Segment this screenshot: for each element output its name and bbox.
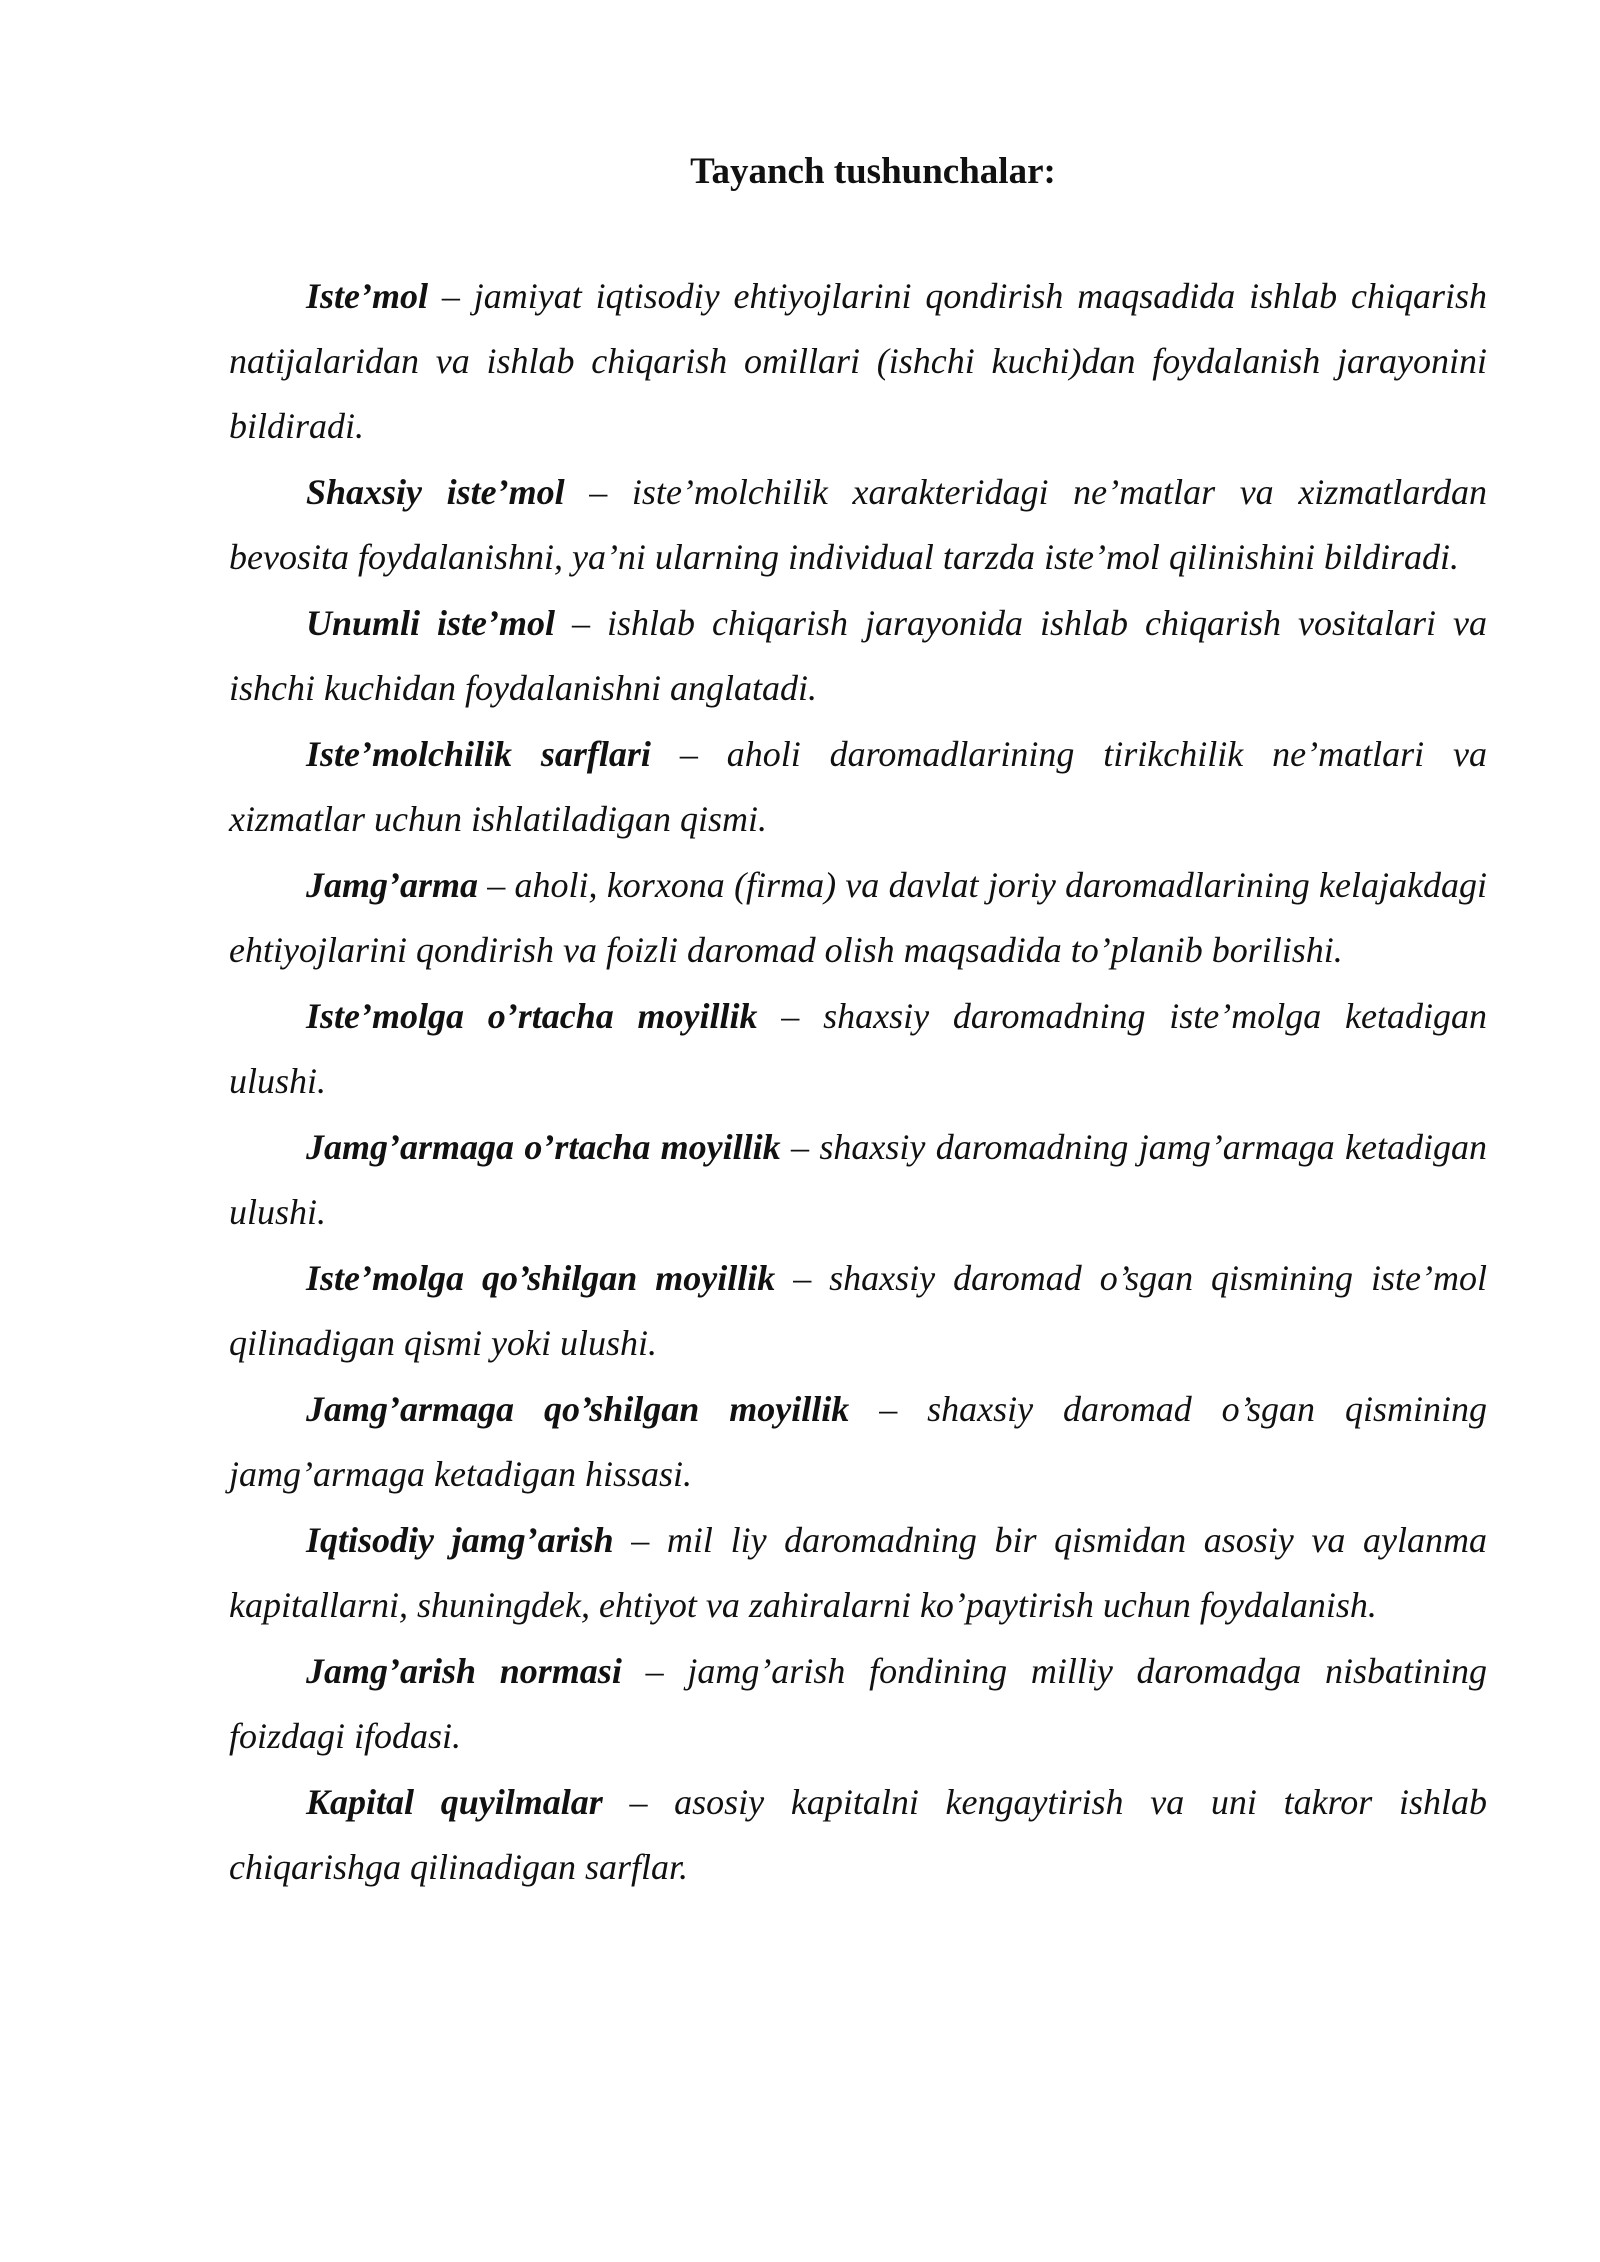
- term-text: – shaxsiy daromad o’sgan qismining jamg’armaga ketadigan hissasi.: [229, 1389, 1487, 1494]
- term-definition: [229, 264, 1487, 459]
- term-name: Iste’molga o’rtacha moyillik: [306, 996, 758, 1036]
- term-name: Iqtisodiy jamg’arish: [306, 1520, 614, 1560]
- term-text: – shaxsiy daromadning jamg’armaga ketadigan ulushi.: [229, 1127, 1488, 1232]
- term-name: Iste’molga qo’shilgan moyillik: [306, 1258, 776, 1298]
- term-text: – aholi, korxona (firma) va davlat joriy daromadlarining kelajakdagi ehtiyojlarini qondirish va foizli daromad olish maqsadida to’planib borilishi.: [229, 865, 1487, 970]
- term-name: Unumli iste’mol: [306, 603, 556, 643]
- term-definition: [229, 1246, 1487, 1376]
- term-text: – shaxsiy daromad o’sgan qismining iste’mol qilinadigan qismi yoki ulushi.: [229, 1258, 1487, 1363]
- term-text: – aholi daromadlarining tirikchilik ne’matlari va xizmatlar uchun ishlatiladigan qismi.: [229, 734, 1487, 839]
- term-name: Jamg’armaga o’rtacha moyillik: [306, 1127, 781, 1167]
- document-page: [229, 150, 1487, 1901]
- term-text: – jamg’arish fondining milliy daromadga nisbatining foizdagi ifodasi.: [229, 1651, 1487, 1756]
- term-text: – ishlab chiqarish jarayonida ishlab chiqarish vositalari va ishchi kuchidan foydalanishni anglatadi.: [229, 603, 1487, 708]
- term-name: Iste’molchilik sarflari: [306, 734, 651, 774]
- term-definition: [229, 722, 1487, 852]
- term-text: – jamiyat iqtisodiy ehtiyojlarini qondirish maqsadida ishlab chiqarish natijalaridan va ishlab chiqarish omillari (ishchi kuchi)dan foydalanish jarayonini bildiradi.: [229, 276, 1487, 446]
- term-definition: [229, 1508, 1487, 1638]
- term-name: Jamg’arma: [306, 865, 479, 905]
- term-name: Jamg’arish normasi: [306, 1651, 622, 1691]
- term-definition: [229, 984, 1487, 1114]
- term-definition: [229, 460, 1487, 590]
- term-name: Iste’mol: [306, 276, 428, 316]
- term-text: – mil liy daromadning bir qismidan asosiy va aylanma kapitallarni, shuningdek, ehtiyot va zahiralarni ko’paytirish uchun foydalanish.: [229, 1520, 1487, 1625]
- term-definition: [229, 591, 1487, 721]
- page-title: Tayanch tushunchalar:: [690, 151, 1056, 192]
- term-definition: [229, 1770, 1487, 1900]
- term-definition: [229, 1639, 1487, 1769]
- term-text: – iste’molchilik xarakteridagi ne’matlar va xizmatlardan bevosita foydalanishni, ya’ni ularning individual tarzda iste’mol qilinishini bildiradi.: [229, 472, 1487, 577]
- term-definition: [229, 1377, 1487, 1507]
- term-definition: [229, 853, 1487, 983]
- term-name: Jamg’armaga qo’shilgan moyillik: [306, 1389, 850, 1429]
- term-text: – shaxsiy daromadning iste’molga ketadigan ulushi.: [229, 996, 1487, 1101]
- term-name: Shaxsiy iste’mol: [306, 472, 565, 512]
- term-text: – asosiy kapitalni kengaytirish va uni takror ishlab chiqarishga qilinadigan sarflar.: [229, 1782, 1487, 1887]
- term-definition: [229, 1115, 1487, 1245]
- term-name: Kapital quyilmalar: [306, 1782, 603, 1822]
